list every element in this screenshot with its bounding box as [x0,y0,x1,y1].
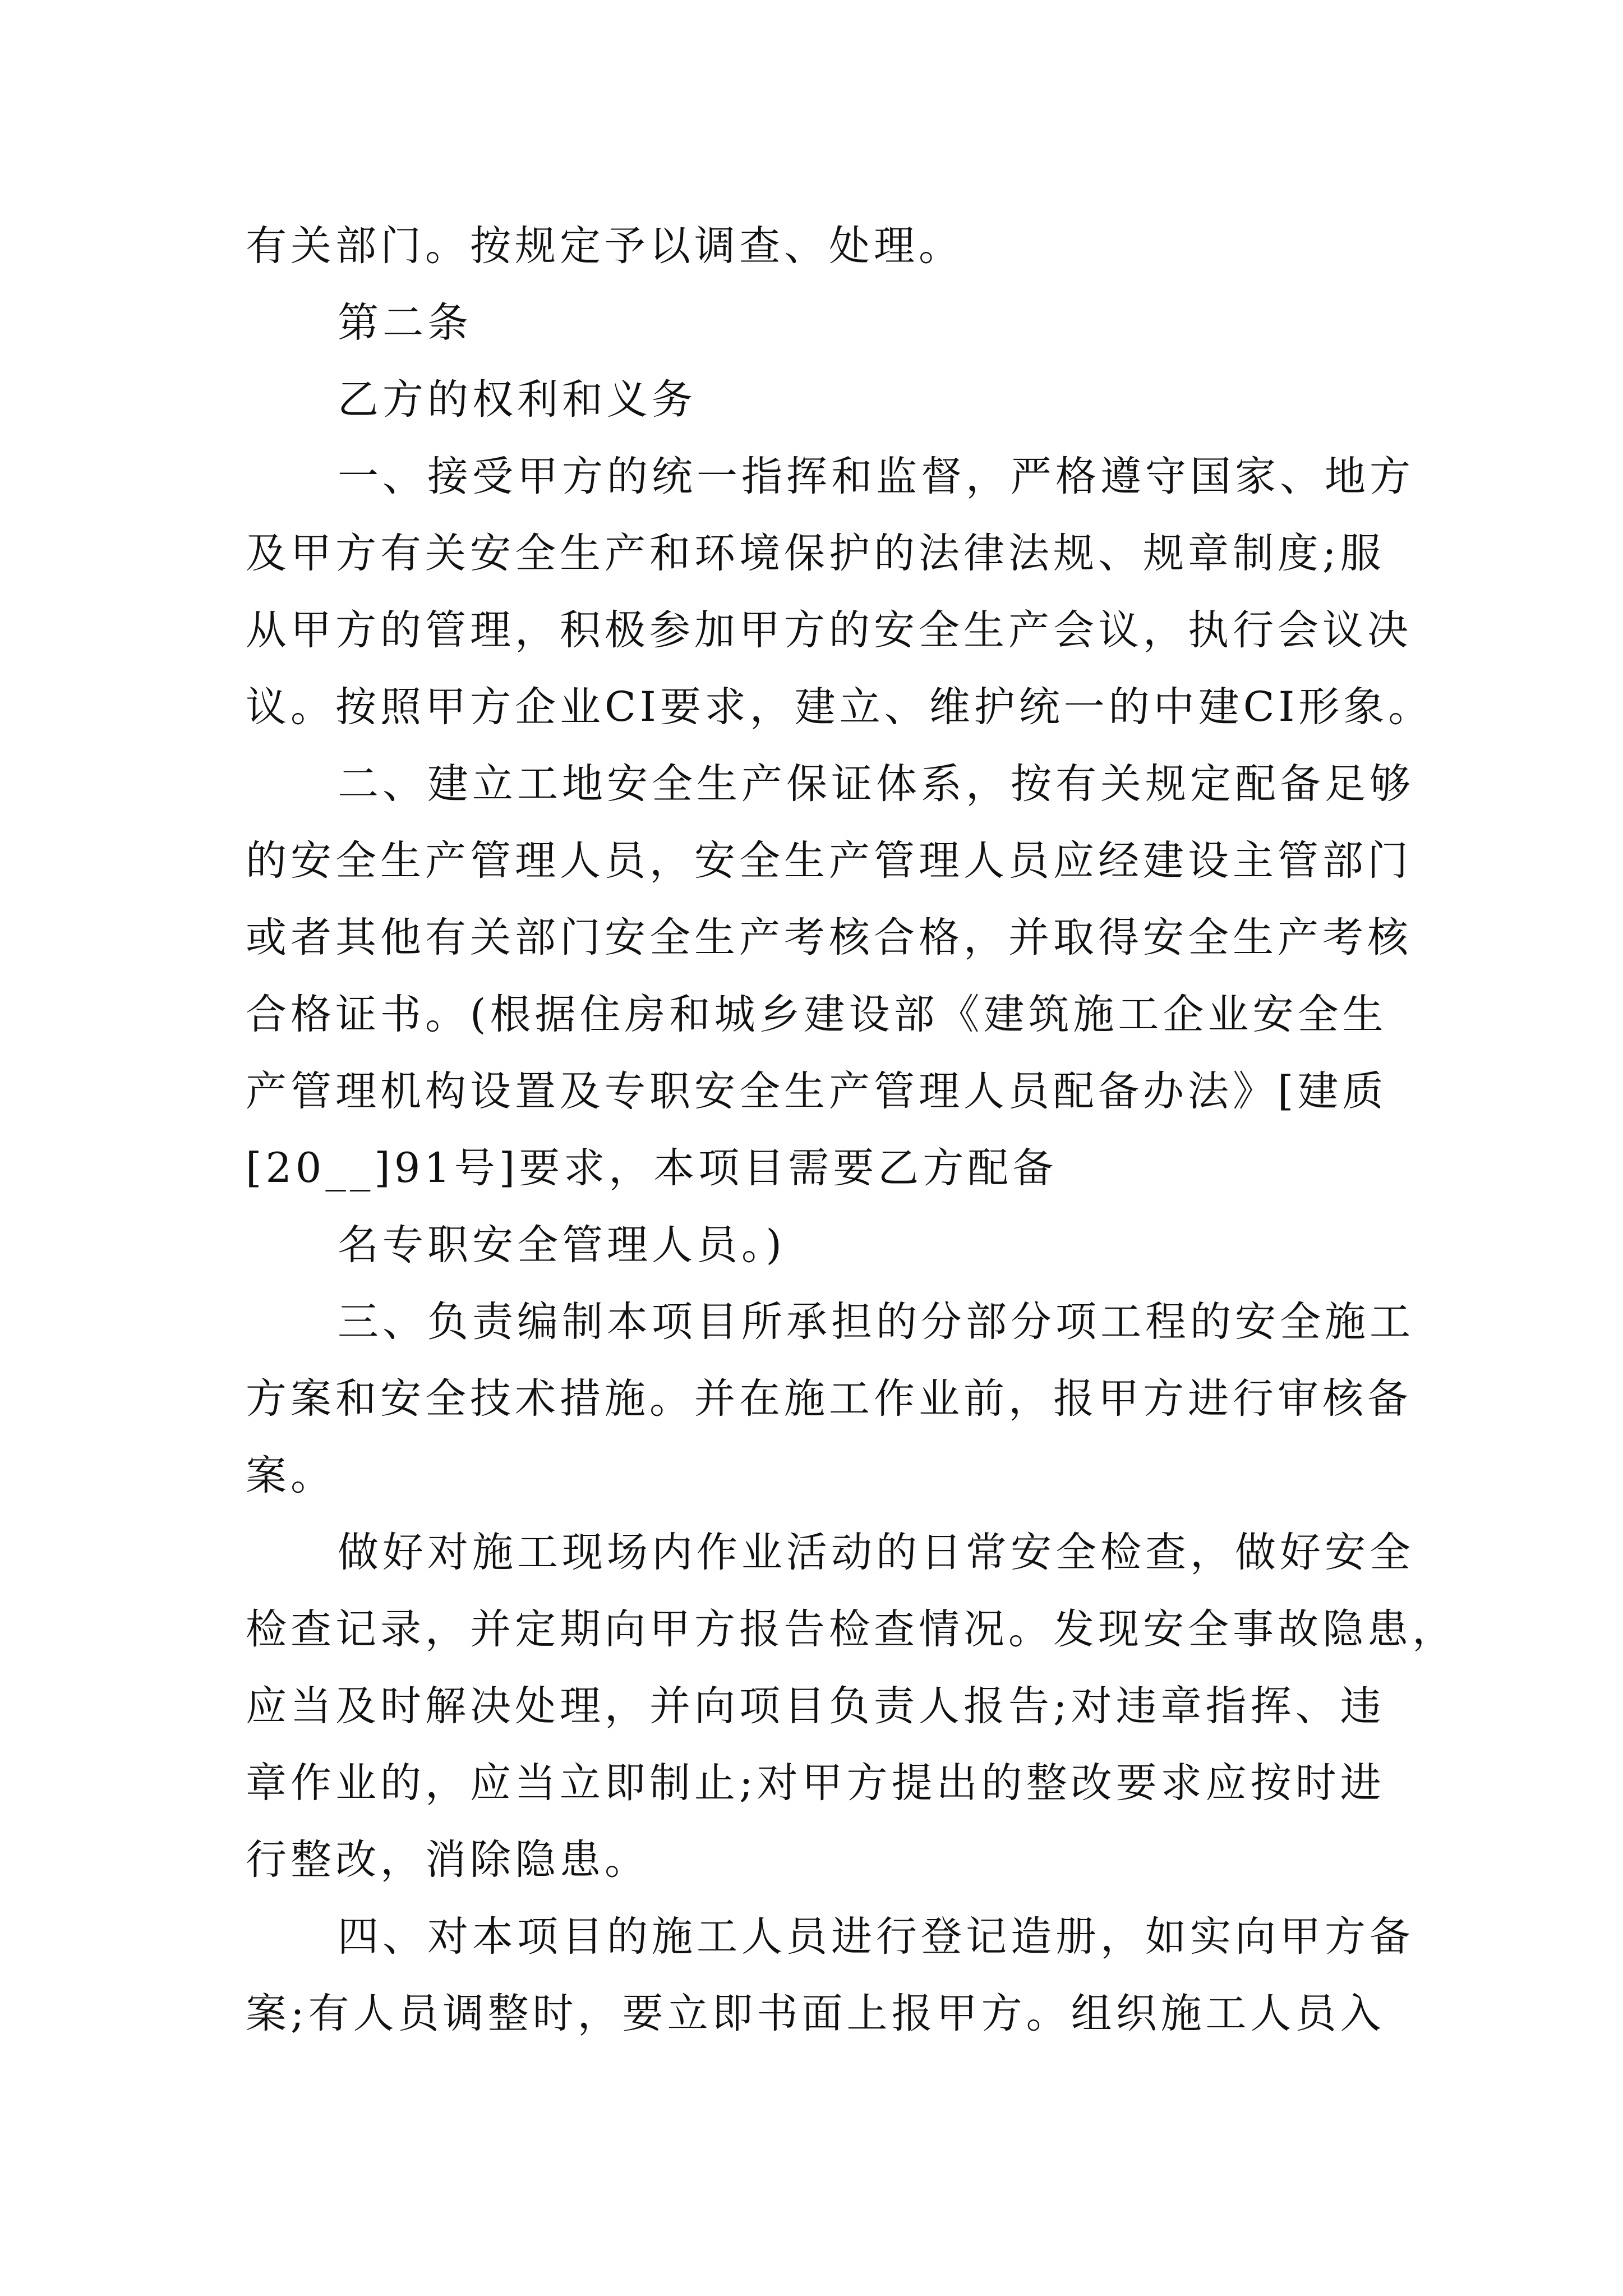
text-line: 或者其他有关部门安全生产考核合格，并取得安全生产考核 [246,914,1412,961]
text-line: 做好对施工现场内作业活动的日常安全检查，做好安全 [338,1529,1414,1576]
text-line: 方案和安全技术措施。并在施工作业前，报甲方进行审核备 [246,1375,1412,1423]
text-line: 案。 [246,1452,335,1499]
text-line: 的安全生产管理人员，安全生产管理人员应经建设主管部门 [246,837,1412,885]
text-line: 产管理机构设置及专职安全生产管理人员配备办法》[建质 [246,1068,1387,1115]
text-line: [20__]91号]要求，本项目需要乙方配备 [246,1144,1058,1192]
text-line: 章作业的，应当立即制止;对甲方提出的整改要求应按时进 [246,1759,1385,1807]
article-heading: 第二条 [338,299,472,347]
text-line: 议。按照甲方企业CI要求，建立、维护统一的中建CI形象。 [246,683,1433,731]
text-line: 名专职安全管理人员。) [338,1221,786,1269]
text-line: 有关部门。按规定予以调查、处理。 [246,222,963,270]
text-line: 从甲方的管理，积极参加甲方的安全生产会议，执行会议决 [246,606,1412,654]
text-line: 二、建立工地安全生产保证体系，按有关规定配备足够 [338,760,1414,808]
document-body [246,208,1457,2052]
text-line: 三、负责编制本项目所承担的分部分项工程的安全施工 [338,1298,1414,1346]
section-heading: 乙方的权利和义务 [338,376,697,424]
text-line: 检查记录，并定期向甲方报告检查情况。发现安全事故隐患， [246,1605,1457,1653]
text-line: 案;有人员调整时，要立即书面上报甲方。组织施工人员入 [246,1990,1385,2037]
text-line: 行整改，消除隐患。 [246,1836,649,1884]
text-line: 合格证书。(根据住房和城乡建设部《建筑施工企业安全生 [246,991,1387,1038]
text-line: 应当及时解决处理，并向项目负责人报告;对违章指挥、违 [246,1682,1385,1730]
text-line: 及甲方有关安全生产和环境保护的法律法规、规章制度;服 [246,530,1385,577]
text-line: 一、接受甲方的统一指挥和监督，严格遵守国家、地方 [338,453,1414,500]
text-line: 四、对本项目的施工人员进行登记造册，如实向甲方备 [338,1913,1414,1961]
